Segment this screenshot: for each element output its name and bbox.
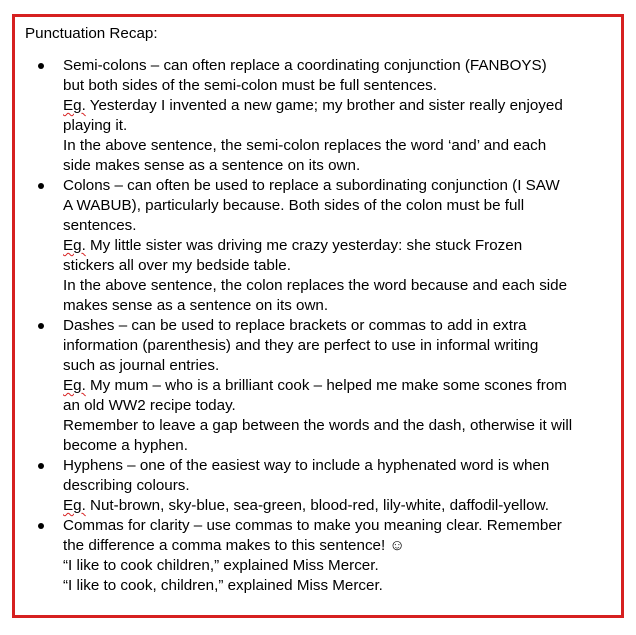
document-body — [25, 24, 615, 596]
recap-line: Dashes – can be used to replace brackets or commas to add in extra — [63, 317, 527, 334]
recap-line: sentences. — [63, 217, 137, 234]
recap-line — [63, 96, 615, 116]
recap-line: become a hyphen. — [63, 437, 188, 454]
recap-item — [25, 56, 615, 176]
recap-line: “I like to cook children,” explained Miss Mercer. — [63, 557, 379, 574]
bullet-icon — [38, 183, 44, 189]
bullet-icon — [38, 523, 44, 529]
recap-line — [63, 376, 615, 396]
example-marker: Eg. — [63, 97, 86, 114]
recap-item — [25, 516, 615, 596]
recap-item — [25, 456, 615, 516]
recap-line: side makes sense as a sentence on its own. — [63, 157, 361, 174]
bullet-icon — [38, 63, 44, 69]
recap-line: such as journal entries. — [63, 357, 220, 374]
example-text: My little sister was driving me crazy yesterday: she stuck Frozen — [85, 237, 523, 254]
recap-line — [63, 236, 615, 256]
recap-line: Semi-colons – can often replace a coordinating conjunction (FANBOYS) — [63, 57, 547, 74]
recap-line: an old WW2 recipe today. — [63, 397, 236, 414]
recap-line: makes sense as a sentence on its own. — [63, 297, 329, 314]
recap-line: Colons – can often be used to replace a subordinating conjunction (I SAW — [63, 177, 560, 194]
page-title: Punctuation Recap: — [25, 25, 158, 42]
recap-line: information (parenthesis) and they are perfect to use in informal writing — [63, 337, 539, 354]
recap-line: Remember to leave a gap between the words and the dash, otherwise it will — [63, 417, 573, 434]
recap-line: describing colours. — [63, 477, 190, 494]
example-text: My mum – who is a brilliant cook – helped me make some scones from — [85, 377, 567, 394]
recap-line: In the above sentence, the semi-colon replaces the word ‘and’ and each — [63, 137, 547, 154]
example-marker: Eg. — [63, 237, 86, 254]
recap-line: “I like to cook, children,” explained Miss Mercer. — [63, 577, 383, 594]
example-marker: Eg. — [63, 377, 86, 394]
recap-line: A WABUB), particularly because. Both sides of the colon must be full — [63, 197, 525, 214]
recap-line: In the above sentence, the colon replaces the word because and each side — [63, 277, 568, 294]
document-frame — [12, 14, 624, 618]
recap-item — [25, 176, 615, 316]
example-text: Nut-brown, sky-blue, sea-green, blood-red, lily-white, daffodil-yellow. — [85, 497, 549, 514]
recap-list — [25, 56, 615, 596]
bullet-icon — [38, 323, 44, 329]
recap-line — [63, 496, 615, 516]
recap-line: the difference a comma makes to this sentence! ☺ — [63, 537, 405, 554]
recap-line: Commas for clarity – use commas to make you meaning clear. Remember — [63, 517, 562, 534]
recap-line: but both sides of the semi-colon must be full sentences. — [63, 77, 437, 94]
example-text: Yesterday I invented a new game; my brother and sister really enjoyed — [85, 97, 563, 114]
bullet-icon — [38, 463, 44, 469]
recap-line: stickers all over my bedside table. — [63, 257, 291, 274]
example-marker: Eg. — [63, 497, 86, 514]
recap-item — [25, 316, 615, 456]
recap-line: Hyphens – one of the easiest way to include a hyphenated word is when — [63, 457, 550, 474]
recap-line: playing it. — [63, 117, 128, 134]
